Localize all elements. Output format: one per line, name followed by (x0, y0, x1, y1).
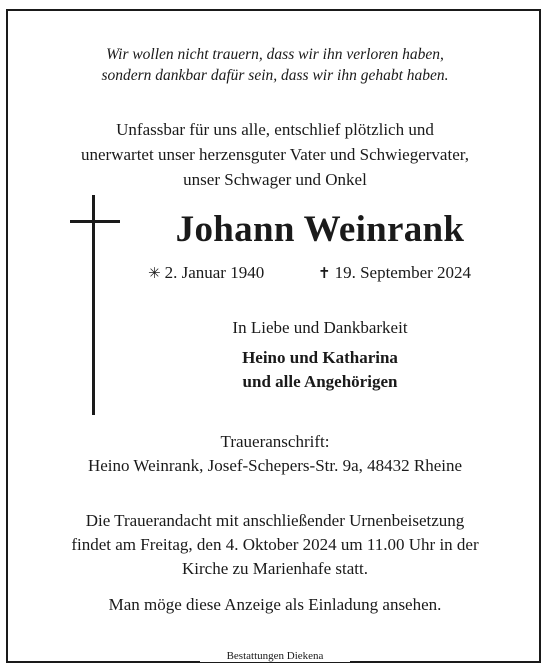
cross-horizontal-bar (70, 220, 120, 223)
family-line-1: Heino und Katharina (242, 348, 398, 367)
family-names (190, 346, 450, 394)
address-value: Heino Weinrank, Josef-Schepers-Str. 9a, 48432 Rheine (87, 456, 463, 475)
birth-date: 2. Januar 1940 (164, 263, 265, 282)
memorial-quote (0, 44, 550, 86)
cross-vertical-bar (92, 195, 95, 415)
intro-line-3: unser Schwager und Onkel (183, 170, 367, 189)
deceased-name: Johann Weinrank (175, 209, 465, 250)
death-date-group (318, 263, 471, 283)
family-intro: In Liebe und Dankbarkeit (232, 318, 408, 337)
mourning-address (0, 430, 550, 478)
funeral-home-credit: Bestattungen Diekena (200, 650, 350, 662)
birth-date-group (148, 263, 264, 283)
cross-icon (70, 195, 120, 415)
address-label: Traueranschrift: (220, 432, 330, 451)
service-details (0, 509, 550, 581)
family-line-2: und alle Angehörigen (242, 372, 398, 391)
invitation-note: Man möge diese Anzeige als Einladung ansehen. (108, 595, 442, 614)
intro-line-1: Unfassbar für uns alle, entschlief plötzlich und (116, 120, 434, 139)
family-block (190, 318, 450, 394)
quote-line-2: sondern dankbar dafür sein, dass wir ihn gehabt haben. (101, 67, 449, 84)
star-icon: ✳ (148, 264, 161, 282)
intro-text (0, 117, 550, 192)
dagger-icon: ✝ (318, 264, 331, 282)
intro-line-2: unerwartet unser herzensguter Vater und Schwiegervater, (81, 145, 469, 164)
service-line-3: Kirche zu Marienhafe statt. (182, 559, 368, 578)
service-line-2: findet am Freitag, den 4. Oktober 2024 um 11.00 Uhr in der (71, 535, 479, 554)
service-line-1: Die Trauerandacht mit anschließender Urnenbeisetzung (85, 511, 465, 530)
death-date: 19. September 2024 (334, 263, 472, 282)
quote-line-1: Wir wollen nicht trauern, dass wir ihn verloren haben, (106, 46, 444, 63)
